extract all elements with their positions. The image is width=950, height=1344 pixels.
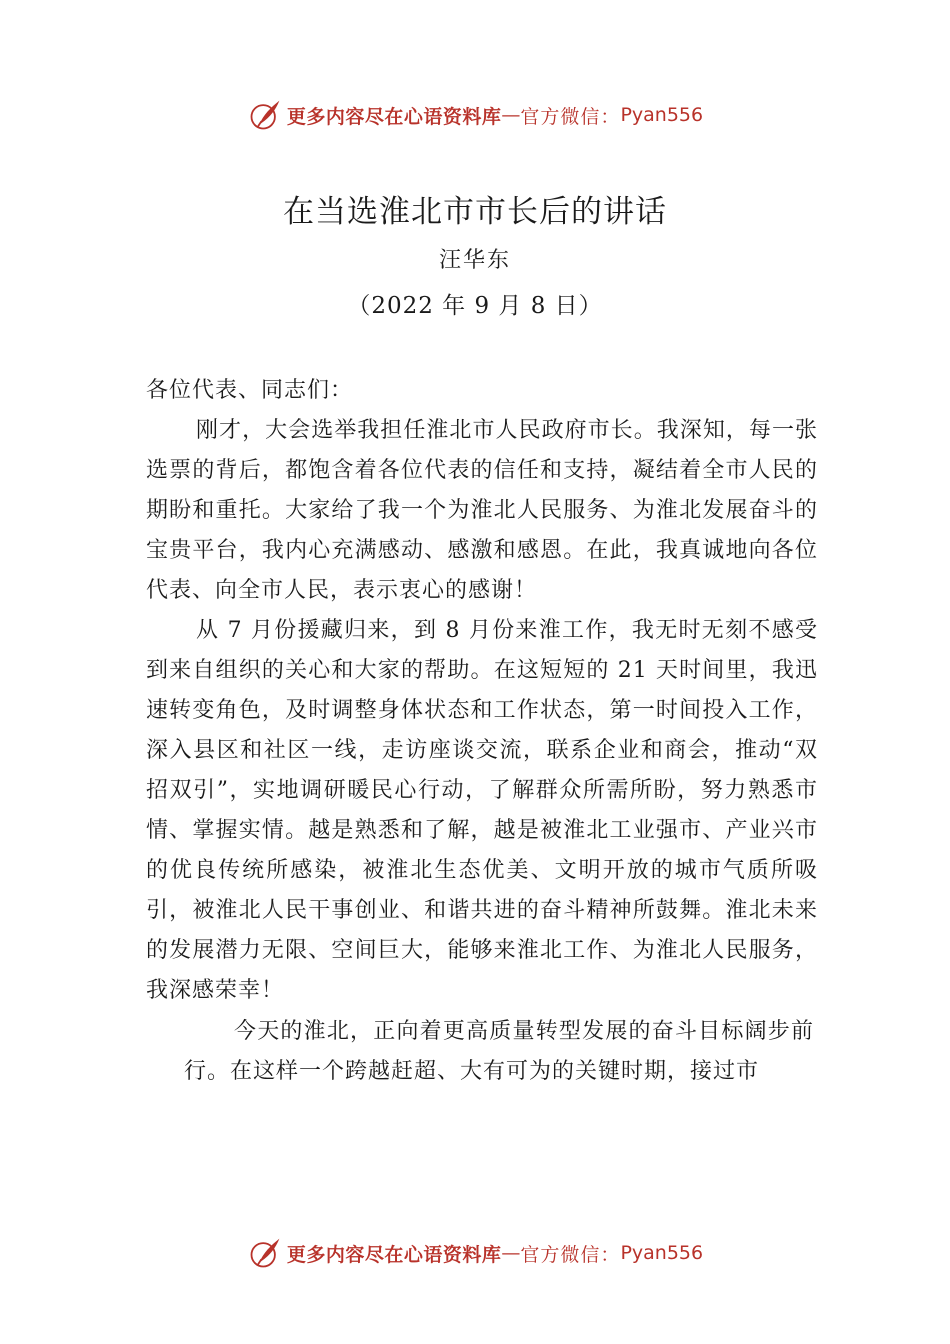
quill-logo-icon — [247, 97, 283, 133]
paragraph-2: 从 7 月份援藏归来，到 8 月份来淮工作，我无时无刻不感受到来自组织的关心和大家的帮助。在这短短的 21 天时间里，我迅速转变角色，及时调整身体状态和工作状态，第一时间投入工作，深入县区和社区一线，走访座谈交流，联系企业和商会，推动“双招双引”，实地调研暖民心行动，了解群众所需所盼，努力熟悉市情、掌握实情。越是熟悉和了解，越是被淮北工业强市、产业兴市的优良传统所感染，被淮北生态优美、文明开放的城市气质所吸引，被淮北人民干事创业、和谐共进的奋斗精神所鼓舞。淮北未来的发展潜力无限、空间巨大，能够来淮北工作、为淮北人民服务，我深感荣幸！ — [146, 618, 818, 1003]
document-author: 汪华东 — [438, 248, 511, 273]
footer-banner — [0, 1233, 950, 1273]
banner-wechat-id: Pyan556 — [620, 1242, 704, 1264]
document-title: 在当选淮北市市长后的讲话 — [283, 194, 667, 230]
banner-wechat-label: 官方微信： — [520, 1243, 621, 1266]
banner-brand-text: 更多内容尽在心语资料库 — [286, 1243, 502, 1266]
paragraph-3: 今天的淮北，正向着更高质量转型发展的奋斗目标阔步前行。在这样一个跨越赶超、大有可为的关键时期，接过市 — [184, 1019, 814, 1084]
header-banner — [0, 95, 950, 135]
banner-brand-text: 更多内容尽在心语资料库 — [286, 105, 502, 128]
salutation: 各位代表、同志们： — [146, 378, 354, 403]
banner-separator: — — [501, 104, 521, 126]
document-date: （2022 年 9 月 8 日） — [347, 293, 603, 319]
banner-separator: — — [501, 1242, 521, 1264]
banner-wechat-label: 官方微信： — [520, 105, 621, 128]
quill-logo-icon — [247, 1235, 283, 1271]
banner-wechat-id: Pyan556 — [620, 104, 704, 126]
paragraph-1: 刚才，大会选举我担任淮北市人民政府市长。我深知，每一张选票的背后，都饱含着各位代表的信任和支持，凝结着全市人民的期盼和重托。大家给了我一个为淮北人民服务、为淮北发展奋斗的宝贵平台，我内心充满感动、感激和感恩。在此，我真诚地向各位代表、向全市人民，表示衷心的感谢！ — [146, 418, 818, 603]
